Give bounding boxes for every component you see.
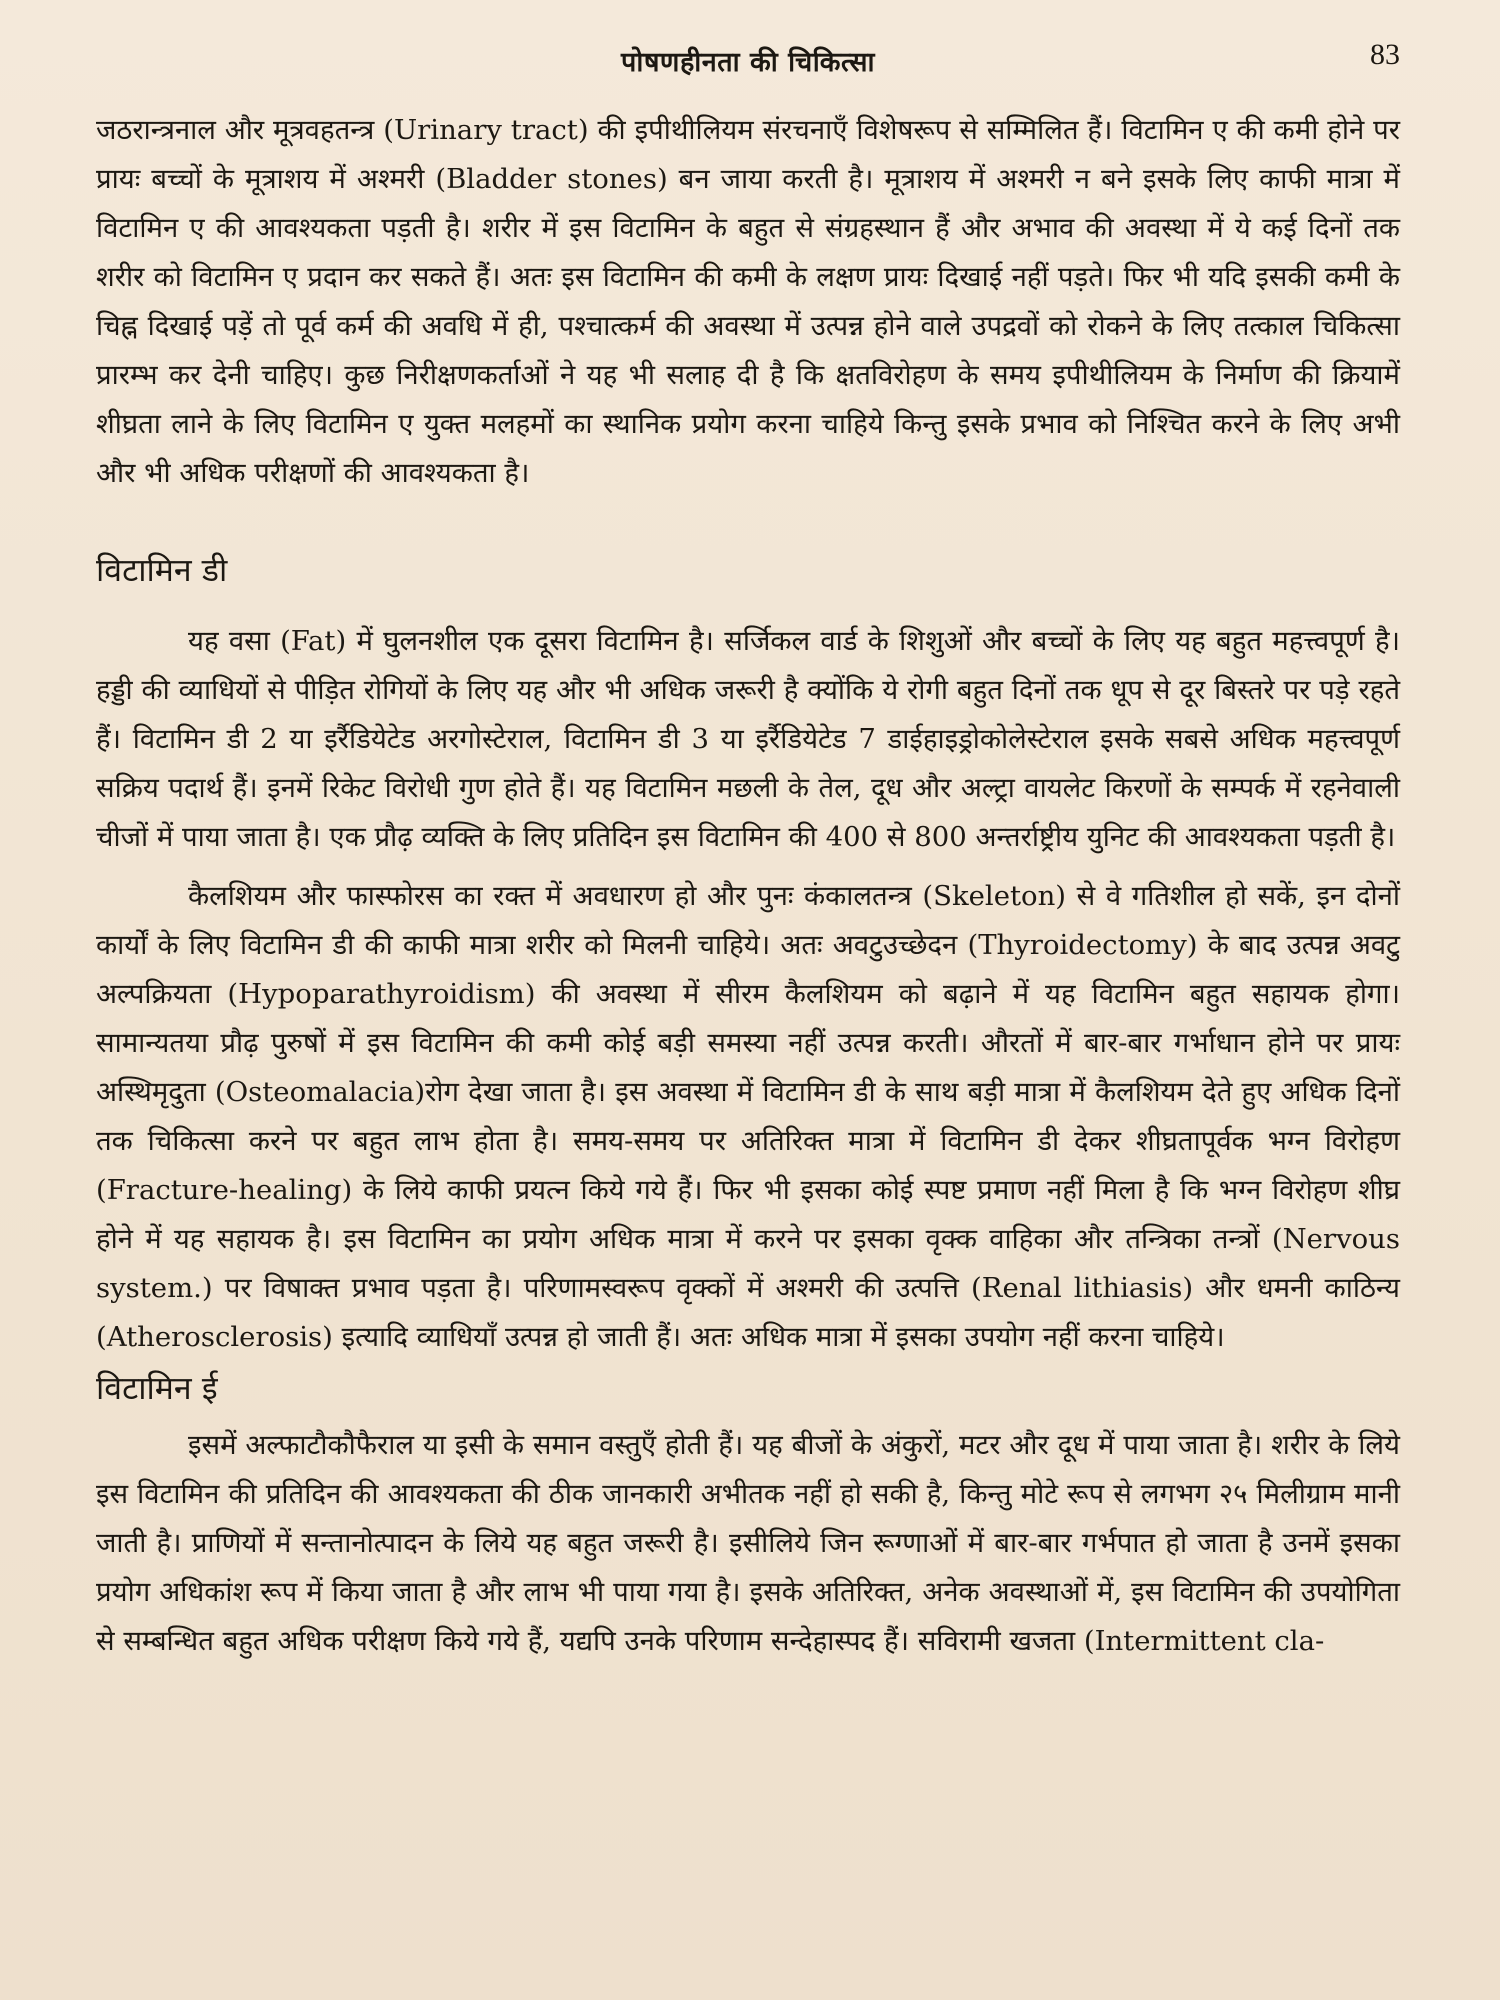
paragraph-vitamin-d-calcium: कैलशियम और फास्फोरस का रक्त में अवधारण हो और पुनः कंकालतन्त्र (Skeleton) से वे गतिशील हो सकें, इन दोनों कार्यों के लिए विटामिन डी की काफी मात्रा शरीर को मिलनी चाहिये। अतः अवटुउच्छेदन (Thyroidectomy) के बाद उत्पन्न अवटु अल्पक्रियता (Hypoparathyroidism) की अवस्था में सीरम कैलशियम को बढ़ाने में यह विटामिन बहुत सहायक होगा। सामान्यतया प्रौढ़ पुरुषों में इस विटामिन की कमी कोई बड़ी समस्या नहीं उत्पन्न करती। औरतों में बार-बार गर्भाधान होने पर प्रायः अस्थिमृदुता (Osteomalacia)रोग देखा जाता है। इस अवस्था में विटामिन डी के साथ बड़ी मात्रा में कैलशियम देते हुए अधिक दिनों तक चिकित्सा करने पर बहुत लाभ होता है। समय-समय पर अतिरिक्त मात्रा में विटामिन डी देकर शीघ्रतापूर्वक भग्न विरोहण (Fracture-healing) के लिये काफी प्रयत्न किये गये हैं। फिर भी इसका कोई स्पष्ट प्रमाण नहीं मिला है कि भग्न विरोहण शीघ्र होने में यह सहायक है। इस विटामिन का प्रयोग अधिक मात्रा में करने पर इसका वृक्क वाहिका और तन्त्रिका तन्त्रों (Nervous system.) पर विषाक्त प्रभाव पड़ता है। परिणामस्वरूप वृक्कों में अश्मरी की उत्पत्ति (Renal lithiasis) और धमनी काठिन्य (Atherosclerosis) इत्यादि व्याधियाँ उत्पन्न हो जाती हैं। अतः अधिक मात्रा में इसका उपयोग नहीं करना चाहिये। — [96, 880, 1400, 1353]
paragraph-vitamin-d-intro: यह वसा (Fat) में घुलनशील एक दूसरा विटामिन है। सर्जिकल वार्ड के शिशुओं और बच्चों के लिए यह बहुत महत्त्वपूर्ण है। हड्डी की व्याधियों से पीड़ित रोगियों के लिए यह और भी अधिक जरूरी है क्योंकि ये रोगी बहुत दिनों तक धूप से दूर बिस्तरे पर पड़े रहते हैं। विटामिन डी 2 या इर्रैडियेटेड अरगोस्टेराल, विटामिन डी 3 या इर्रैडियेटेड 7 डाईहाइड्रोकोलेस्टेराल इसके सबसे अधिक महत्त्वपूर्ण सक्रिय पदार्थ हैं। इनमें रिकेट विरोधी गुण होते हैं। यह विटामिन मछली के तेल, दूध और अल्ट्रा वायलेट किरणों के सम्पर्क में रहनेवाली चीजों में पाया जाता है। एक प्रौढ़ व्यक्ति के लिए प्रतिदिन इस विटामिन की 400 से 800 अन्तर्राष्ट्रीय युनिट की आवश्यकता पड़ती है। — [96, 625, 1400, 853]
paragraph-vitamin-a-continued: जठरान्त्रनाल और मूत्रवहतन्त्र (Urinary tract) की इपीथीलियम संरचनाएँ विशेषरूप से सम्मिलित हैं। विटामिन ए की कमी होने पर प्रायः बच्चों के मूत्राशय में अश्मरी (Bladder stones) बन जाया करती है। मूत्राशय में अश्मरी न बने इसके लिए काफी मात्रा में विटामिन ए की आवश्यकता पड़ती है। शरीर में इस विटामिन के बहुत से संग्रहस्थान हैं और अभाव की अवस्था में ये कई दिनों तक शरीर को विटामिन ए प्रदान कर सकते हैं। अतः इस विटामिन की कमी के लक्षण प्रायः दिखाई नहीं पड़ते। फिर भी यदि इसकी कमी के चिह्न दिखाई पड़ें तो पूर्व कर्म की अवधि में ही, पश्चात्कर्म की अवस्था में उत्पन्न होने वाले उपद्रवों को रोकने के लिए तत्काल चिकित्सा प्रारम्भ कर देनी चाहिए। कुछ निरीक्षणकर्ताओं ने यह भी सलाह दी है कि क्षतविरोहण के समय इपीथीलियम के निर्माण की क्रियामें शीघ्रता लाने के लिए विटामिन ए युक्त मलहमों का स्थानिक प्रयोग करना चाहिये किन्तु इसके प्रभाव को निश्चित करने के लिए अभी और भी अधिक परीक्षणों की आवश्यकता है। — [96, 114, 1400, 489]
paragraph-vitamin-e: इसमें अल्फाटौकौफैराल या इसी के समान वस्तुएँ होती हैं। यह बीजों के अंकुरों, मटर और दूध में पाया जाता है। शरीर के लिये इस विटामिन की प्रतिदिन की आवश्यकता की ठीक जानकारी अभीतक नहीं हो सकी है, किन्तु मोटे रूप से लगभग २५ मिलीग्राम मानी जाती है। प्राणियों में सन्तानोत्पादन के लिये यह बहुत जरूरी है। इसीलिये जिन रूग्णाओं में बार-बार गर्भपात हो जाता है उनमें इसका प्रयोग अधिकांश रूप में किया जाता है और लाभ भी पाया गया है। इसके अतिरिक्त, अनेक अवस्थाओं में, इस विटामिन की उपयोगिता से सम्बन्धित बहुत अधिक परीक्षण किये गये हैं, यद्यपि उनके परिणाम सन्देहास्पद हैं। सविरामी खजता (Intermittent cla- — [96, 1429, 1400, 1657]
section-heading-vitamin-e: विटामिन ई — [96, 1369, 218, 1407]
page-header — [96, 36, 1400, 86]
running-title: पोषणहीनता की चिकित्सा — [620, 47, 876, 78]
section-heading-vitamin-d: विटामिन डी — [96, 551, 228, 589]
page-number: 83 — [1370, 38, 1400, 71]
